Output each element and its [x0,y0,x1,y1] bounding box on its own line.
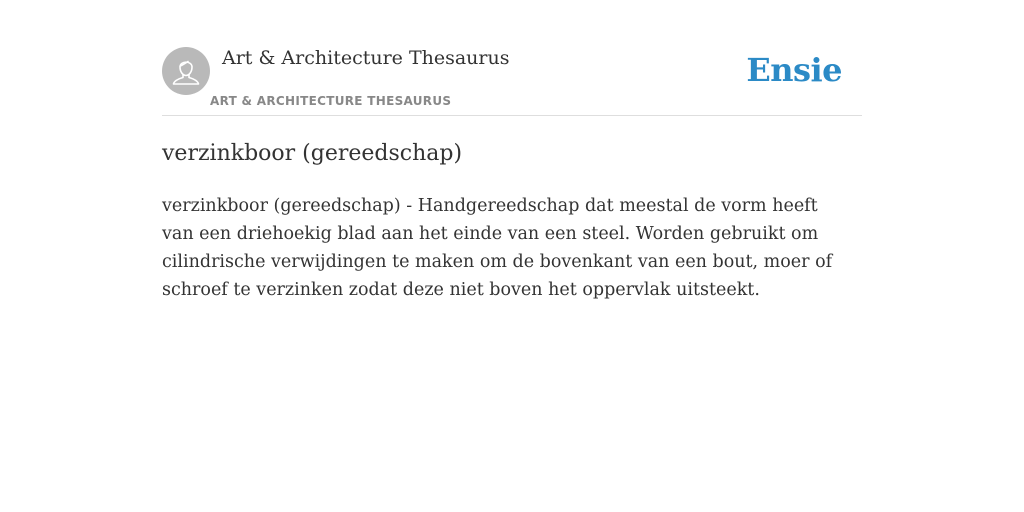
page-header [162,0,862,116]
brand-logo[interactable]: Ensie [746,51,842,89]
entry-title: verzinkboor (gereedschap) [162,141,463,166]
author-subtitle: ART & ARCHITECTURE THESAURUS [210,94,452,108]
user-silhouette-icon [162,47,210,95]
author-name[interactable]: Art & Architecture Thesaurus [222,47,510,69]
avatar[interactable] [162,47,210,95]
entry-description: verzinkboor (gereedschap) - Handgereedschap dat meestal de vorm heeft van een driehoekig blad aan het einde van een steel. Worden gebruikt om cilindrische verwijdingen te maken om de bovenkant van een bout, moer of schroef te verzinken zodat deze niet boven het oppervlak uitsteekt. [162,196,833,300]
content-container [162,0,862,300]
